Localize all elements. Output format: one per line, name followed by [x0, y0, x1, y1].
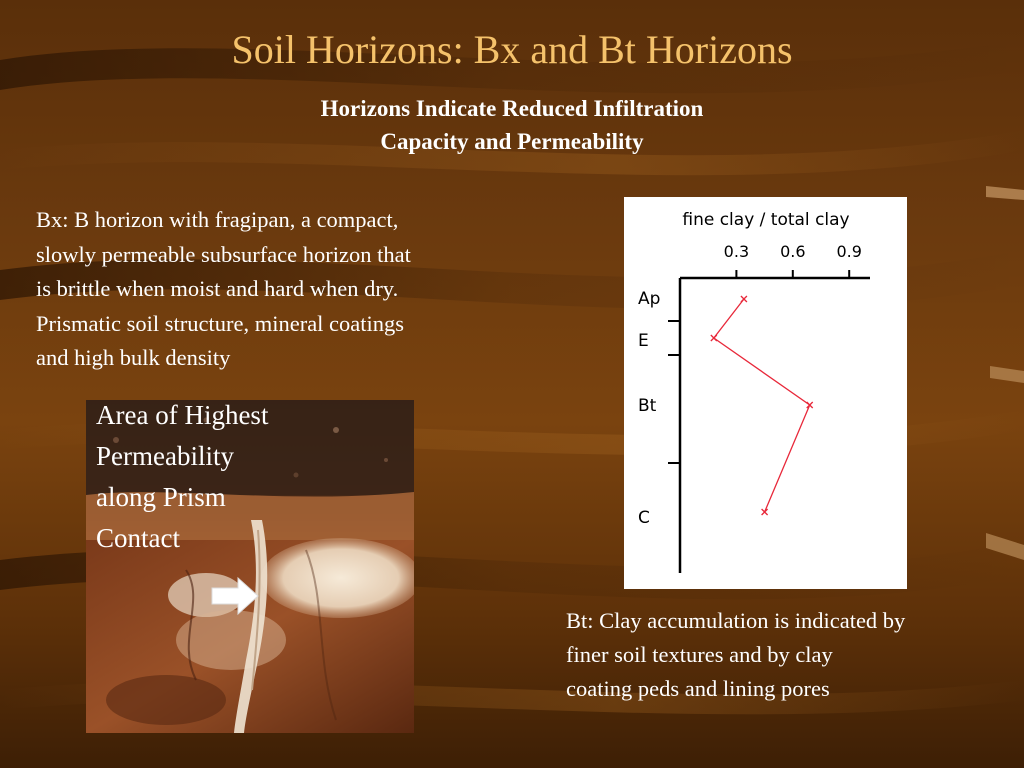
- horizon-label: Ap: [638, 289, 661, 309]
- horizon-label: E: [638, 331, 649, 351]
- clay-ratio-chart: [624, 197, 907, 589]
- photo-caption-line: along Prism: [96, 482, 226, 512]
- data-point-marker: [711, 335, 717, 341]
- horizon-label: Bt: [638, 396, 657, 416]
- x-tick-label: 0.6: [780, 242, 806, 261]
- data-point-marker: [762, 509, 768, 515]
- bx-description-line: Prismatic soil structure, mineral coatings: [36, 310, 405, 336]
- slide-title: Soil Horizons: Bx and Bt Horizons: [231, 27, 793, 72]
- bt-description-line: coating peds and lining pores: [566, 676, 830, 701]
- x-tick-label: 0.9: [836, 242, 862, 261]
- photo-caption-line: Permeability: [96, 441, 234, 471]
- data-point-marker: [741, 296, 747, 302]
- subtitle-line: Horizons Indicate Reduced Infiltration: [320, 96, 704, 121]
- bx-description-line: is brittle when moist and hard when dry.: [36, 276, 399, 301]
- bx-description: [36, 203, 556, 376]
- chart-title: fine clay / total clay: [682, 210, 850, 230]
- data-point-marker: [807, 402, 813, 408]
- photo-caption: [96, 395, 268, 559]
- bx-description-line: slowly permeable subsurface horizon that: [36, 241, 411, 267]
- subtitle-line: Capacity and Permeability: [380, 129, 644, 154]
- bt-description-line: finer soil textures and by clay: [566, 642, 833, 667]
- photo-caption-line: Contact: [96, 523, 180, 553]
- horizon-label: C: [638, 508, 650, 528]
- bx-description-line: Bx: B horizon with fragipan, a compact,: [36, 207, 399, 232]
- slide-subtitle: [0, 92, 1024, 158]
- bt-description-line: Bt: Clay accumulation is indicated by: [566, 608, 906, 633]
- bt-description: [566, 604, 1016, 706]
- chart-svg: [624, 197, 907, 589]
- bx-description-line: and high bulk density: [36, 345, 231, 370]
- x-tick-label: 0.3: [723, 242, 750, 261]
- series-line: [714, 299, 810, 512]
- photo-caption-line: Area of Highest: [96, 400, 269, 430]
